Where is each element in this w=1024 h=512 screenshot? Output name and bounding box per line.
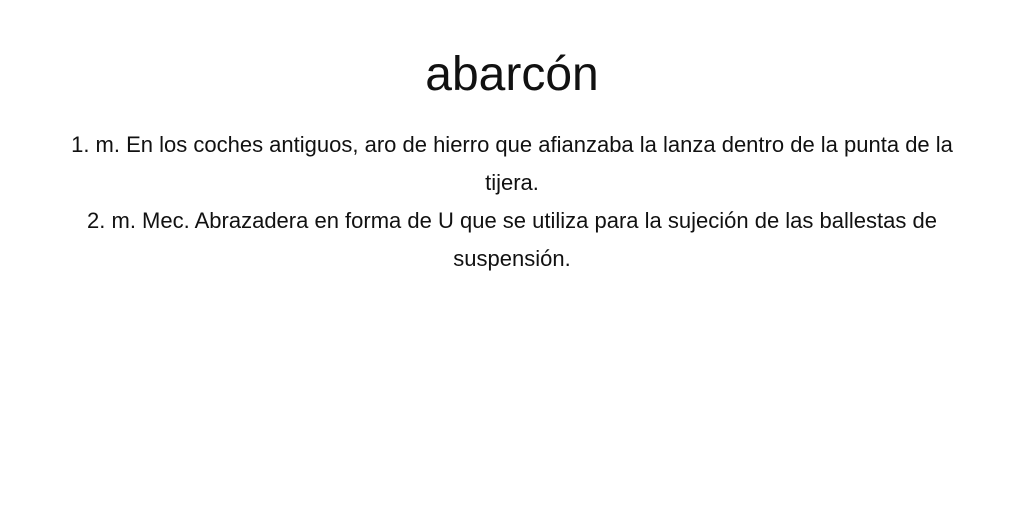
- definition-list: [62, 126, 962, 278]
- definition-1: 1. m. En los coches antiguos, aro de hierro que afianzaba la lanza dentro de la punta de la tijera.: [71, 132, 953, 195]
- definition-2: 2. m. Mec. Abrazadera en forma de U que se utiliza para la sujeción de las ballestas de suspensión.: [87, 208, 937, 271]
- headword: abarcón: [425, 48, 599, 101]
